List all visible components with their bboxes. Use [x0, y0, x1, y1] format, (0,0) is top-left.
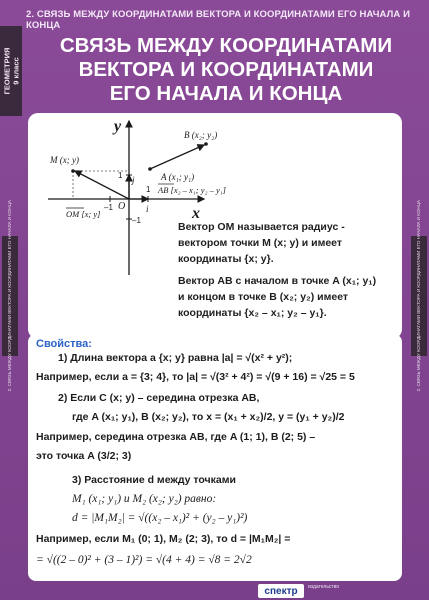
top-band-text: 2. СВЯЗЬ МЕЖДУ КООРДИНАТАМИ ВЕКТОРА И КООРДИНАТАМИ ЕГО НАЧАЛА И КОНЦА	[26, 9, 410, 31]
tick-minus-x: –1	[104, 203, 113, 212]
vector-om-label: OM [x; y]	[66, 209, 101, 219]
side-strip-left	[2, 200, 18, 392]
subject-tab	[0, 26, 22, 116]
x-axis-label: x	[192, 205, 200, 222]
property-1-example: Например, если a = {3; 4}, то |a| = √(3² + 4²) = √(9 + 16) = √25 = 5	[36, 371, 355, 383]
side-strip-right	[411, 200, 427, 392]
vector-ab-label: AB [x₂ – x₁; y₂ – y₁]	[158, 185, 226, 195]
radius-text-3: координаты {x; y}.	[178, 253, 274, 265]
top-band	[26, 10, 424, 30]
radius-text-1: Вектор OM называется радиус -	[178, 221, 345, 233]
title-line-3: ЕГО НАЧАЛА И КОНЦА	[109, 82, 343, 105]
publisher-info: издательство	[308, 584, 340, 590]
y-axis-label: y	[114, 118, 122, 135]
property-3-example-b: = √((2 – 0)² + (3 – 1)²) = √(4 + 4) = √8 = 2√2	[36, 554, 252, 566]
vector-ab-text	[178, 273, 398, 321]
title-line-1: СВЯЗЬ МЕЖДУ КООРДИНАТАМИ	[59, 34, 393, 57]
publisher-logo: спектр	[258, 584, 304, 598]
tick-minus-y: –1	[132, 216, 141, 225]
graph-panel	[28, 113, 402, 339]
property-3c: d = |M₁M₂| = √((x₂ – x₁)² + (y₂ – y₁)²)	[72, 512, 248, 524]
property-2-example: Например, середина отрезка AB, где A (1; 1), B (2; 5) –	[36, 431, 316, 443]
property-2b: где A (x₁; y₁), B (x₂; y₂), то x = (x₁ + x₂)/2, y = (y₁ + y₂)/2	[72, 411, 345, 423]
side-strip-left-text: 2. СВЯЗЬ МЕЖДУ КООРДИНАТАМИ ВЕКТОРА И КООРДИНАТАМИ ЕГО НАЧАЛА И КОНЦА	[7, 200, 13, 392]
radius-text-2: вектором точки M (x; y) и имеет	[178, 237, 343, 249]
title-line-2: ВЕКТОРА И КООРДИНАТАМИ	[78, 58, 374, 81]
grade-label: 9 класс	[11, 57, 21, 85]
subject-label: ГЕОМЕТРИЯ	[2, 47, 12, 95]
ab-text-3: координаты {x₂ – x₁; y₂ – y₁}.	[178, 307, 327, 319]
radius-vector-text	[178, 219, 398, 267]
property-3-example: Например, если M₁ (0; 1), M₂ (2; 3), то d = |M₁M₂| =	[36, 533, 291, 545]
point-b-label: B (x₂; y₂)	[184, 130, 218, 140]
ab-vector	[150, 145, 204, 169]
side-strip-right-text: 2. СВЯЗЬ МЕЖДУ КООРДИНАТАМИ ВЕКТОРА И КООРДИНАТАМИ ЕГО НАЧАЛА И КОНЦА	[416, 200, 422, 392]
tick-one-x: 1	[146, 185, 151, 194]
unit-i-label: i	[146, 204, 149, 214]
property-2a: 2) Если C (x; y) – середина отрезка AB,	[58, 392, 260, 404]
property-2-example-b: это точка A (3/2; 3)	[36, 450, 132, 462]
property-1: 1) Длина вектора a {x; y} равна |a| = √(x² + y²);	[58, 352, 293, 364]
page-title	[26, 34, 426, 106]
property-3a: 3) Расстояние d между точками	[72, 474, 236, 486]
ab-text-1: Вектор AB с началом в точке A (x₁; y₁)	[178, 275, 377, 287]
point-m-label: M (x; y)	[50, 155, 79, 165]
origin-label: O	[118, 201, 126, 212]
ab-text-2: и концом в точке B (x₂; y₂) имеет	[178, 291, 349, 303]
properties-heading: Свойства:	[36, 338, 92, 350]
unit-j-label: j	[132, 175, 135, 185]
tick-one-y: 1	[118, 171, 123, 180]
property-3b: M₁ (x₁; y₁) и M₂ (x₂; y₂) равно:	[72, 493, 217, 505]
point-a-label: A (x₁; y₁)	[161, 172, 195, 182]
